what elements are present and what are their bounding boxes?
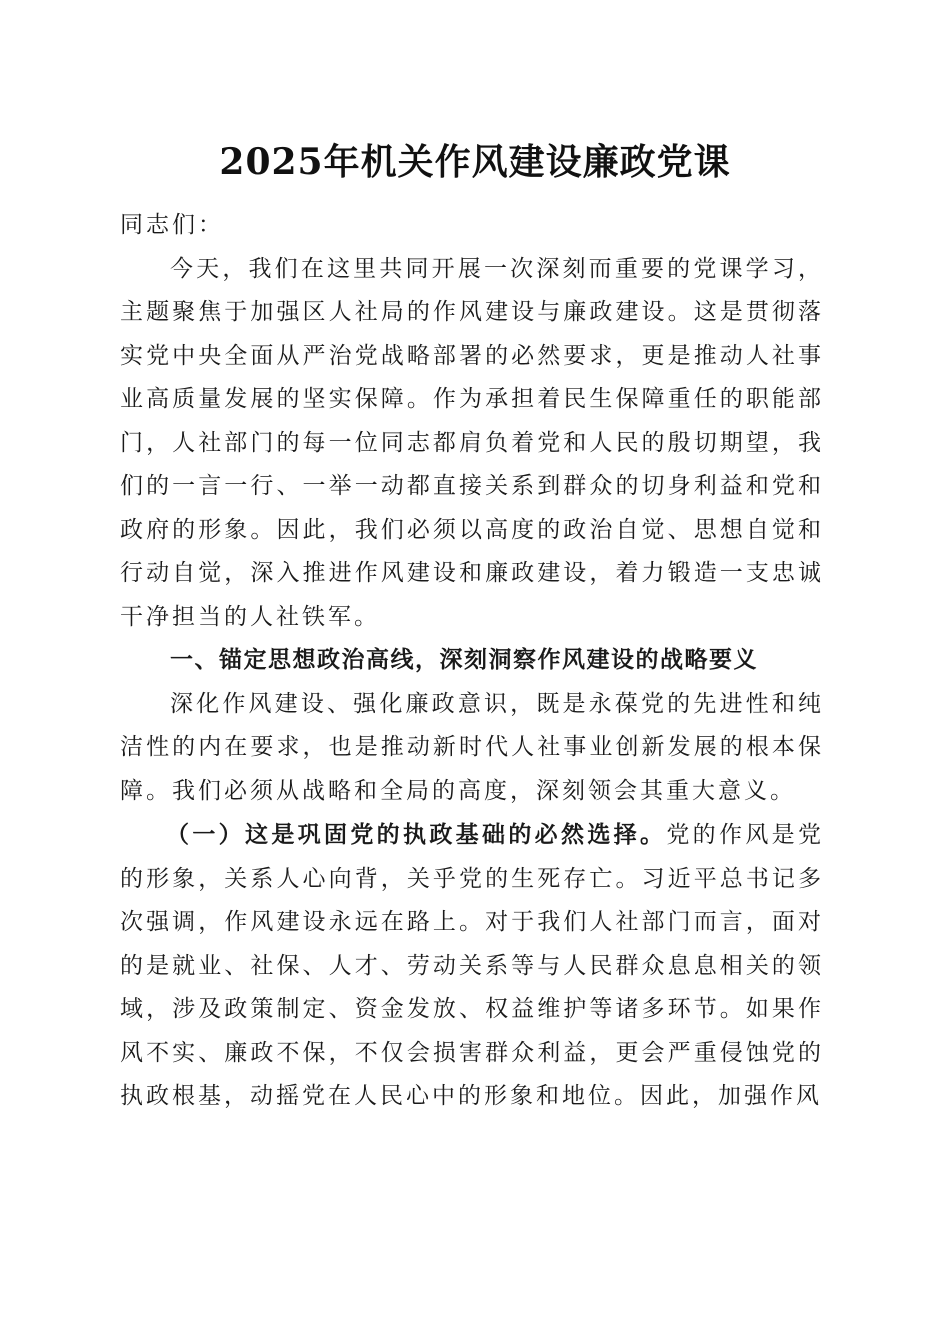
- salutation: 同志们：: [120, 212, 224, 238]
- point-1-heading: （一）这是巩固党的执政基础的必然选择。: [166, 821, 667, 848]
- section-1-intro-paragraph: 深化作风建设、强化廉政意识，既是永葆党的先进性和纯洁性的内在要求，也是推动新时代人社事业创新发展的根本保障。我们必须从战略和全局的高度，深刻领会其重大意义。: [120, 690, 824, 804]
- intro-paragraph: 今天，我们在这里共同开展一次深刻而重要的党课学习，主题聚焦于加强区人社局的作风建设与廉政建设。这是贯彻落实党中央全面从严治党战略部署的必然要求，更是推动人社事业高质量发展的坚实保障。作为承担着民生保障重任的职能部门，人社部门的每一位同志都肩负着党和人民的殷切期望，我们的一言一行、一举一动都直接关系到群众的切身利益和党和政府的形象。因此，我们必须以高度的政治自觉、思想自觉和行动自觉，深入推进作风建设和廉政建设，着力锻造一支忠诚干净担当的人社铁军。: [120, 255, 824, 630]
- document-title: 2025年机关作风建设廉政党课: [219, 141, 731, 183]
- point-1-body: 党的作风是党的形象，关系人心向背，关乎党的生死存亡。习近平总书记多次强调，作风建设永远在路上。对于我们人社部门而言，面对的是就业、社保、人才、劳动关系等与人民群众息息相关的领域，涉及政策制定、资金发放、权益维护等诸多环节。如果作风不实、廉政不保，不仅会损害群众利益，更会严重侵蚀党的执政根基，动摇党在人民心中的形象和地位。因此，加强作风: [120, 822, 825, 1109]
- document-body: [120, 204, 824, 1119]
- point-1-paragraph: [120, 813, 824, 1119]
- section-1-heading: 一、锚定思想政治高线，深刻洞察作风建设的战略要义: [170, 647, 758, 673]
